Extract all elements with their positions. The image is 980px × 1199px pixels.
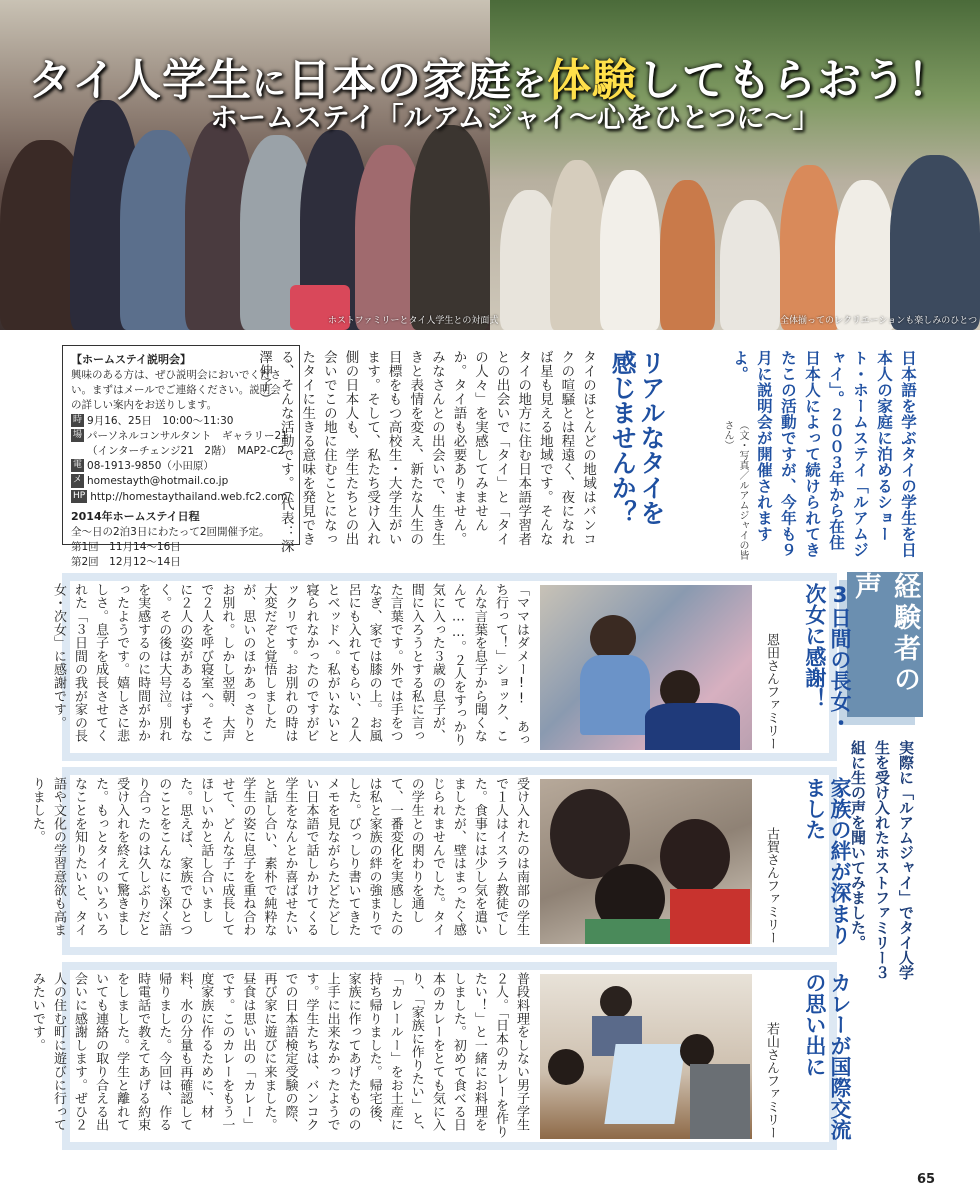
info-intro: 興味のある方は、ぜひ説明会においでください。まずはメールでご連絡ください。説明会の詳しい案内をお送りします。: [71, 368, 281, 412]
photo-family-1: [540, 585, 752, 750]
voice-panel-3: [29, 962, 852, 1150]
hero-title: タイ人学生に日本の家庭を体験してもらおう！: [27, 55, 953, 106]
info-heading: 【ホームステイ説明会】: [71, 353, 192, 366]
panel-family: 古賀さんファミリー: [764, 827, 779, 944]
panel-title: 3日間の長女・次女に感謝！: [802, 583, 852, 733]
panel-body: 「ママはダメー!! あっち行って！」ショック、こんな言葉を息子から聞くなんて……。２人をすっかり気に入った３歳の息子が、間に入ろうとする私に言った言葉です。外では手をつなぎ、家では膝の上。お風呂にも入れてもらい、２人とベッドへ。私がいないと寝られなかったのですがビックリです。お別れの時は大変だぞと覚悟しましたが、思いのほかあっさりとお別れ。しかし翌朝、大声で２人を呼び寝室へ。そこに２人の姿があるはずもなく。その後は大号泣。別れを実感するのに時間がかかったようです。嬉しさに悲しさ。息子を成長させてくれた「３日間の我が家の長女・次女」に感謝です。: [50, 583, 529, 747]
info-box: [62, 345, 300, 569]
schedule-2: 第2回 12月12〜14日: [71, 556, 181, 569]
caption-left: ホストファミリーとタイ人学生との対面式: [328, 316, 499, 326]
hero-banner: [0, 0, 980, 330]
hero-subtitle: ホームステイ「ルアムジャイ〜心をひとつに〜」: [210, 101, 821, 134]
page-number: 65: [917, 1172, 936, 1187]
place-icon: 場: [71, 429, 84, 442]
info-mail[interactable]: homestayth@hotmail.co.jp: [87, 475, 229, 488]
main-body: タイのほとんどの地域はバンコクの喧騒とは程遠く、夜になれば星も見える地域です。そんなタイの地方に住む日本語学習者との出会いで「タイ」と「タイの人々」を実感してみませんか。タイ語も必要ありません。みなさんとの出会いで、生き生きと表情を変え、新たな人生の目標をもつ高校生・大学生がいます。そして、私たち受け入れ側の日本人も、学生たちとの出会いでこの地に住むことになったタイに生きる意味を発見できる、そんな活動です。（代表：深澤伸子）: [256, 350, 596, 554]
panel-family: 若山さんファミリー: [764, 1022, 779, 1139]
panel-title: カレーが国際交流の思い出に: [802, 972, 852, 1140]
schedule-heading: 2014年ホームステイ日程: [71, 509, 200, 523]
schedule-note: 全〜日の2泊3日にわたって2回開催予定。: [71, 525, 270, 538]
voices-intro: 実際に「ルアムジャイ」でタイ人学生を受け入れたホストファミリー３組に生の声を聞いてみました。: [849, 740, 915, 980]
info-place: パーソネルコンサルタント ギャラリー21（インターチェンジ21 2階） MAP2-C2: [87, 429, 288, 458]
panel-family: 恩田さんファミリー: [764, 633, 779, 750]
homepage-icon: HP: [71, 490, 87, 503]
lead-credit: （文・写真／ルアムジャイの皆さん）: [722, 420, 748, 560]
info-hp[interactable]: http://homestaythailand.web.fc2.com/: [90, 490, 292, 503]
info-time: 9月16、25日 10:00〜11:30: [87, 414, 234, 427]
main-heading: リアルなタイを感じませんか？: [608, 350, 666, 525]
photo-family-3: [540, 974, 752, 1139]
photo-family-2: [540, 779, 752, 944]
voices-badge: 経験者の声: [847, 572, 923, 717]
schedule-1: 第1回 11月14〜16日: [71, 541, 181, 554]
panel-body: 普段料理をしない男子学生２人。「日本のカレーを作りたい！」と一緒にお料理をしました。初めて食べる日本のカレーをとても気に入り、「家族に作りたい」と、「カレールー」をお土産に持ち帰りました。帰宅後、家族に作ってあげたものの上手に出来なかったようです。学生たちは、バンコクでの日本語検定受験の際、再び家に遊びに来ました。昼食は思い出の「カレー」です。このカレーをもう一度家族に作るために、材料、水の分量も再確認して帰りました。今回は、作る時電話で教えてあげる約束をしました。学生と離れていても連絡の取り合える出会いに感謝します。ぜひ２人の住む町に遊びに行ってみたいです。: [29, 972, 529, 1139]
info-tel: 08-1913-9850（小田原）: [87, 460, 214, 473]
caption-right: 全体揃ってのレクリエーションも楽しみのひとつ: [780, 316, 978, 326]
voice-panel-2: [29, 767, 852, 955]
phone-icon: 電: [71, 459, 84, 472]
panel-body: 受け入れたのは南部の学生で１人はイスラム教徒でした。食事には少し気を遣いましたが、壁はまったく感じられませんでした。タイの学生との関わりを通して、一番変化を実感したのは私と家族の絆の強まりでした。びっしり書いてきたメモを見ながらたどたどしい日本語で話しかけてくる学生をなんとか喜ばせたいと話し合い、素朴で純粋な学生の姿に息子を重ね合わせて、どんな子に成長してほしいかと話し合いました。思えば、家族でひとつのことをこんなにも深く語り合ったのは久しぶりだと受け入れを終えて驚きました。もっとタイのいろいろなことを知りたいと、タイ語や文化の学習意欲も高まりました。: [29, 777, 529, 937]
voice-panel-1: [50, 573, 852, 761]
panel-title: 家族の絆が深まりました: [802, 777, 852, 945]
mail-icon: メ: [71, 474, 84, 487]
clock-icon: 時: [71, 414, 84, 427]
lead-text: 日本語を学ぶタイの学生を日本人の家庭に泊めるショート・ホームステイ「ルアムジャイ」。２００３年から在住日本人によって続けられてきたこの活動ですが、今年も９月に説明会が開催されますよ。: [730, 350, 917, 558]
